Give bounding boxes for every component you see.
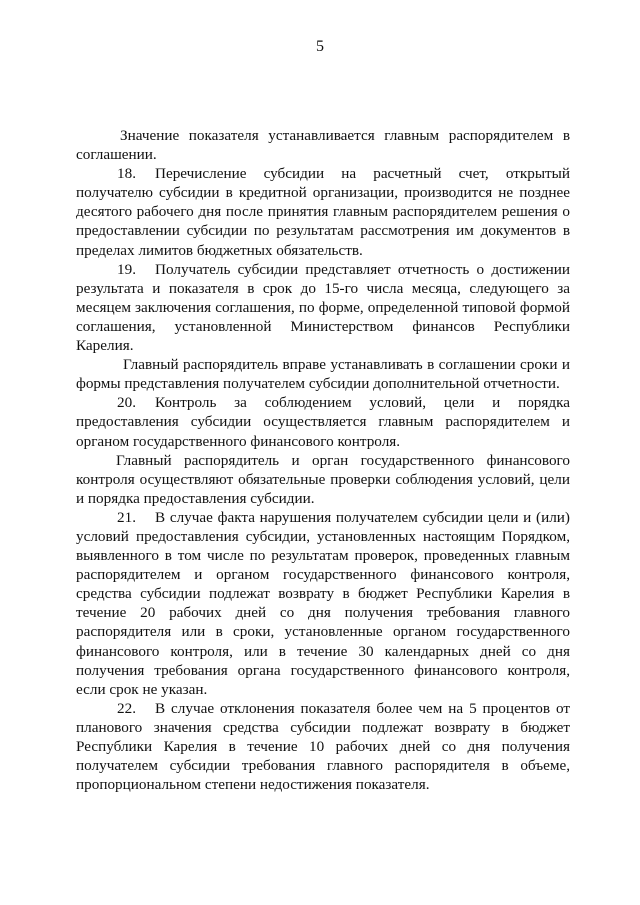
paragraph-number: 20. bbox=[117, 394, 136, 412]
paragraph-number: 22. bbox=[117, 699, 136, 717]
paragraph-number: 21. bbox=[117, 508, 136, 526]
paragraph-18-transfer bbox=[76, 164, 570, 259]
paragraph-text: В случае факта нарушения получателем субсидии цели и (или) условий предоставления субсидии, установленных настоящим Порядком, выявленного в том числе по результатам проверок, проведенных главным распорядителем и органом государственного финансового контроля, средства субсидии подлежат возврату в бюджет Республики Карелия в течение 20 рабочих дней со дня получения требования главного распорядителя или в сроки, установленные органом государственного финансового контроля, или в течение 30 календарных дней со дня получения требования органа государственного финансового контроля, если срок не указан. bbox=[76, 508, 570, 698]
paragraph-number: 19. bbox=[117, 260, 136, 278]
paragraph-text: Главный распорядитель и орган государственного финансового контроля осуществляют обязательные проверки соблюдения условий, цели и порядка предоставления субсидии. bbox=[76, 451, 570, 507]
paragraph-additional-reporting bbox=[76, 355, 570, 393]
paragraph-text: В случае отклонения показателя более чем на 5 процентов от планового значения средства субсидии подлежат возврату в бюджет Республики Карелия в течение 10 рабочих дней со дня получения получателем субсидии требования главного распорядителя в объеме, пропорциональном степени недостижения показателя. bbox=[76, 699, 570, 794]
paragraph-22-deviation-return bbox=[76, 699, 570, 794]
paragraph-text: Контроль за соблюдением условий, цели и порядка предоставления субсидии осуществляется главным распорядителем и органом государственного финансового контроля. bbox=[76, 394, 570, 450]
paragraph-21-violation-return bbox=[76, 508, 570, 699]
paragraph-number: 18. bbox=[117, 165, 136, 183]
paragraph-text: Получатель субсидии представляет отчетность о достижении результата и показателя в срок до 15-го числа месяца, следующего за месяцем заключения соглашения, по форме, определенной типовой формой соглашения, установленной Министерством финансов Республики Карелия. bbox=[76, 260, 570, 355]
paragraph-text: Перечисление субсидии на расчетный счет, открытый получателю субсидии в кредитной организации, производится не позднее десятого рабочего дня после принятия главным распорядителем решения о предоставлении субсидии по результатам рассмотрения им документов в пределах лимитов бюджетных обязательств. bbox=[76, 165, 570, 259]
paragraph-19-reporting bbox=[76, 260, 570, 355]
document-body bbox=[76, 126, 570, 794]
paragraph-20-control bbox=[76, 393, 570, 450]
page-number: 5 bbox=[316, 38, 324, 55]
paragraph-text: Главный распорядитель вправе устанавливать в соглашении сроки и формы представления получателем субсидии дополнительной отчетности. bbox=[76, 356, 570, 393]
paragraph-text: Значение показателя устанавливается главным распорядителем в соглашении. bbox=[76, 127, 570, 164]
paragraph-indicator-value bbox=[76, 126, 570, 164]
paragraph-mandatory-checks bbox=[76, 451, 570, 508]
